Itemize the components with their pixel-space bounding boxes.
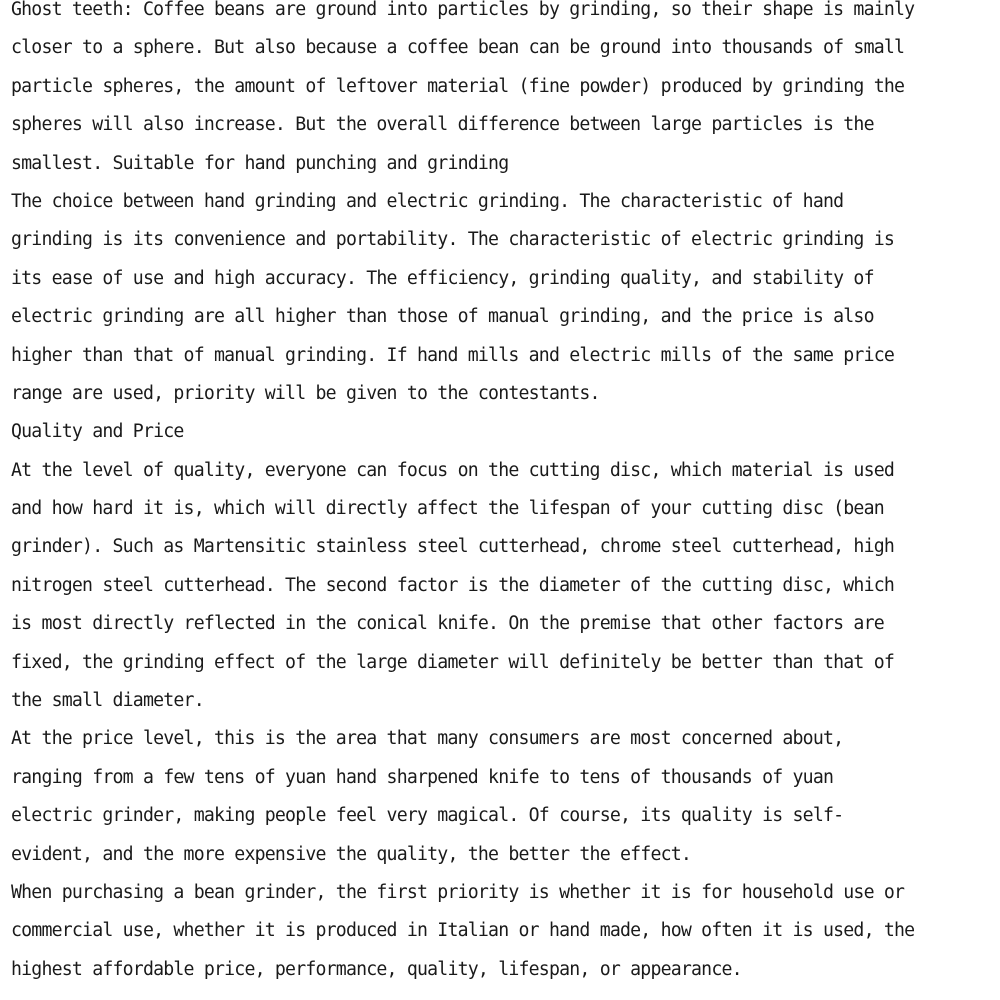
text-line-22: electric grinder, making people feel very magical. Of course, its quality is self- [11,805,844,827]
text-line-14: and how hard it is, which will directly affect the lifespan of your cutting disc (bean [11,498,884,520]
text-line-26: highest affordable price, performance, quality, lifespan, or appearance. [11,958,742,980]
text-line-7: grinding is its convenience and portability. The characteristic of electric grinding is [11,229,895,251]
text-line-20: At the price level, this is the area that many consumers are most concerned about, [11,728,844,750]
text-line-21: ranging from a few tens of yuan hand sharpened knife to tens of thousands of yuan [11,766,834,788]
text-line-13: At the level of quality, everyone can focus on the cutting disc, which material is used [11,459,895,481]
text-line-24: When purchasing a bean grinder, the first priority is whether it is for household use or [11,881,905,903]
text-line-3: particle spheres, the amount of leftover material (fine powder) produced by grinding the [11,75,905,97]
text-line-1: Ghost teeth: Coffee beans are ground into particles by grinding, so their shape is mainly [11,0,915,20]
text-line-17: is most directly reflected in the conical knife. On the premise that other factors are [11,613,884,635]
section-heading-quality-and-price: Quality and Price [11,421,184,443]
text-line-9: electric grinding are all higher than those of manual grinding, and the price is also [11,306,874,328]
text-line-15: grinder). Such as Martensitic stainless steel cutterhead, chrome steel cutterhead, high [11,536,895,558]
text-line-19: the small diameter. [11,690,204,712]
text-line-18: fixed, the grinding effect of the large diameter will definitely be better than that of [11,651,895,673]
text-line-25: commercial use, whether it is produced in Italian or hand made, how often it is used, the [11,920,915,942]
text-line-16: nitrogen steel cutterhead. The second factor is the diameter of the cutting disc, which [11,574,895,596]
text-line-10: higher than that of manual grinding. If hand mills and electric mills of the same price [11,344,895,366]
text-line-6: The choice between hand grinding and electric grinding. The characteristic of hand [11,190,844,212]
text-line-5: smallest. Suitable for hand punching and grinding [11,152,509,174]
text-line-11: range are used, priority will be given to the contestants. [11,382,600,404]
text-line-2: closer to a sphere. But also because a coffee bean can be ground into thousands of small [11,37,905,59]
text-line-4: spheres will also increase. But the overall difference between large particles is the [11,114,874,136]
text-line-8: its ease of use and high accuracy. The efficiency, grinding quality, and stability of [11,267,874,289]
text-line-23: evident, and the more expensive the quality, the better the effect. [11,843,692,865]
